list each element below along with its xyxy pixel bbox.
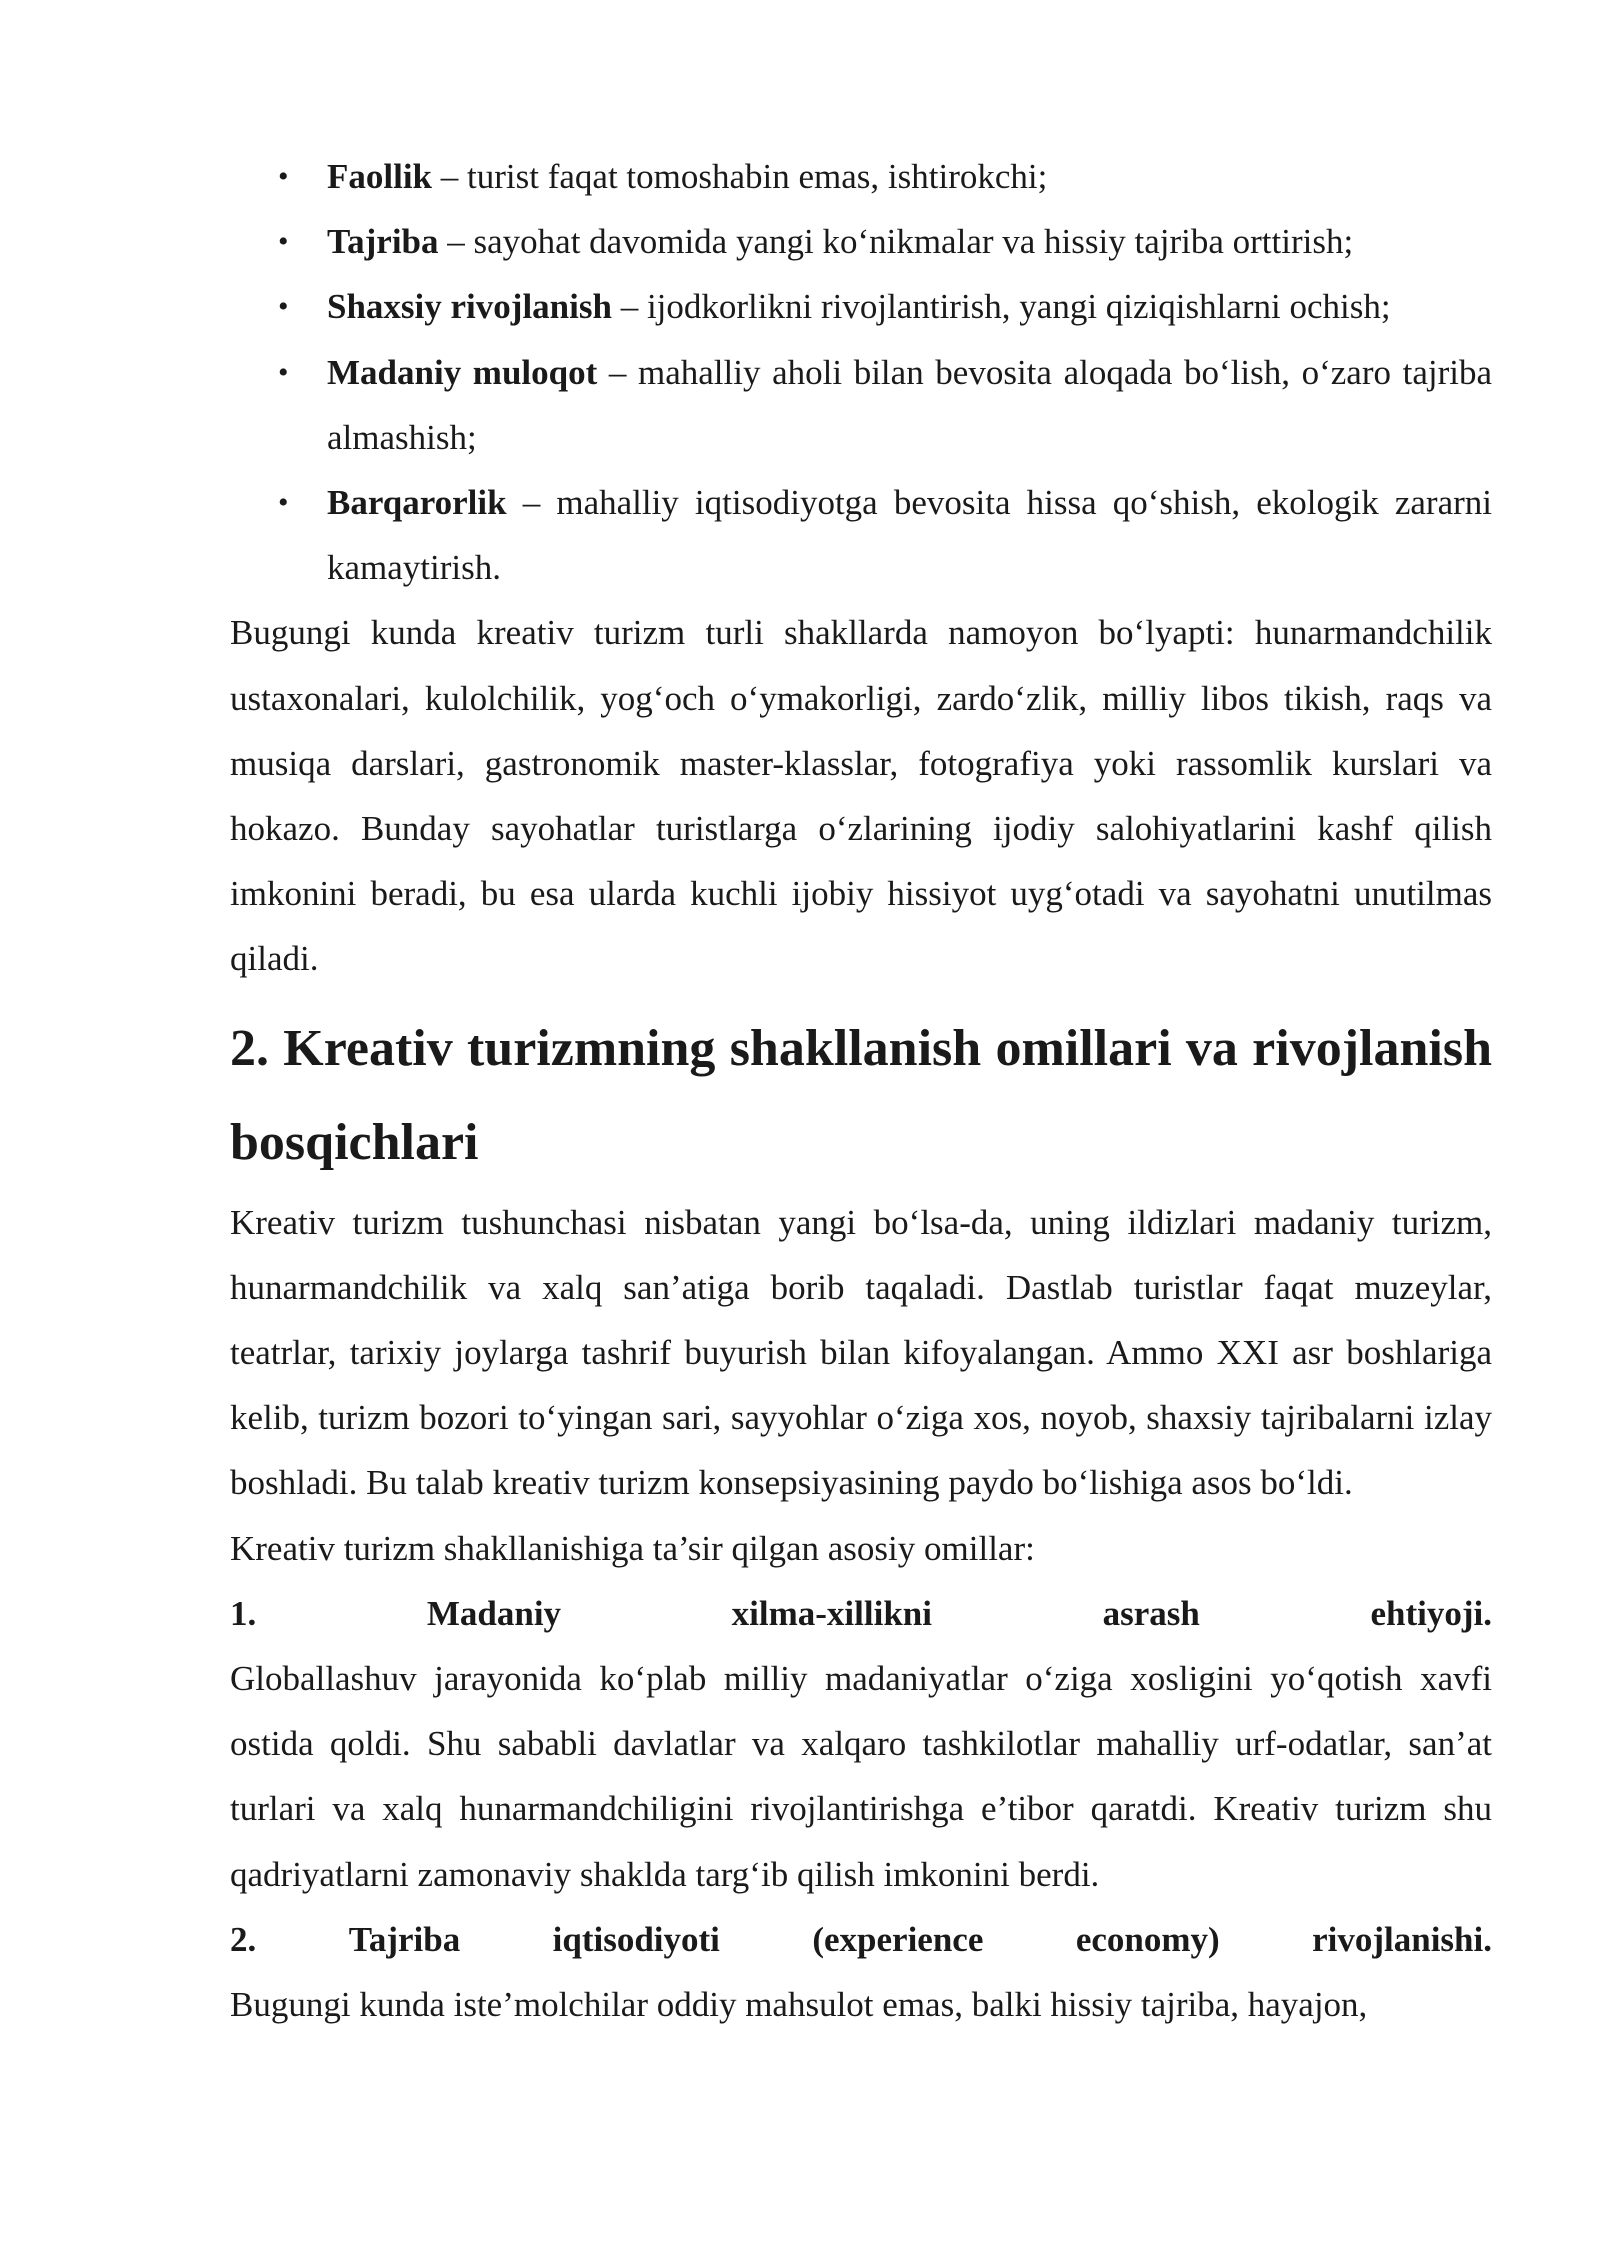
factor-2-heading-word: iqtisodiyoti bbox=[552, 1919, 720, 1959]
factor-1-heading bbox=[230, 1581, 1492, 1646]
document-page bbox=[230, 144, 1492, 2037]
bullet-item bbox=[278, 470, 1492, 600]
bullet-text: – turist faqat tomoshabin emas, ishtirokchi; bbox=[432, 157, 1048, 196]
bullet-item bbox=[278, 274, 1492, 339]
intro-paragraph: Bugungi kunda kreativ turizm turli shakllarda namoyon bo‘lyapti: hunarmandchilik ustaxonalari, kulolchilik, yog‘och o‘ymakorligi, zardo‘zlik, milliy libos tikish, raqs va musiqa darslari, gastronomik master-klasslar, fotografiya yoki rassomlik kurslari va hokazo. Bunday sayohatlar turistlarga o‘zlarining ijodiy salohiyatlarini kashf qilish imkonini beradi, bu esa ularda kuchli ijobiy hissiyot uyg‘otadi va sayohatni unutilmas qiladi. bbox=[230, 613, 1492, 979]
bullet-text: – mahalliy aholi bilan bevosita aloqada bo‘lish, o‘zaro tajriba almashish; bbox=[327, 352, 1492, 457]
factor-1-heading-word: 1. bbox=[230, 1593, 257, 1633]
factor-1-paragraph: Globallashuv jarayonida ko‘plab milliy madaniyatlar o‘ziga xosligini yo‘qotish xavfi ostida qoldi. Shu sababli davlatlar va xalqaro tashkilotlar mahalliy urf-odatlar, san’at turlari va xalq hunarmandchiligini rivojlantirishga e’tibor qaratdi. Kreativ turizm shu qadriyatlarni zamonaviy shaklda targ‘ib qilish imkonini berdi. bbox=[230, 1659, 1492, 1894]
bullet-icon: • bbox=[278, 225, 289, 259]
bullet-icon: • bbox=[278, 486, 289, 520]
section-heading: 2. Kreativ turizmning shakllanish omillari va rivojlanish bosqichlari bbox=[230, 1019, 1492, 1171]
feature-bullet-list bbox=[230, 144, 1492, 600]
bullet-item bbox=[278, 144, 1492, 209]
factor-2-heading-word: rivojlanishi. bbox=[1312, 1919, 1492, 1959]
bullet-icon: • bbox=[278, 355, 289, 389]
factor-2-heading bbox=[230, 1907, 1492, 1972]
history-paragraph: Kreativ turizm tushunchasi nisbatan yangi bo‘lsa-da, uning ildizlari madaniy turizm, hunarmandchilik va xalq san’atiga borib taqaladi. Dastlab turistlar faqat muzeylar, teatrlar, tarixiy joylarga tashrif buyurish bilan kifoyalangan. Ammo XXI asr boshlariga kelib, turizm bozori to‘yingan sari, sayyohlar o‘ziga xos, noyob, shaxsiy tajribalarni izlay boshladi. Bu talab kreativ turizm konsepsiyasining paydo bo‘lishiga asos bo‘ldi. bbox=[230, 1202, 1492, 1503]
factor-2-paragraph: Bugungi kunda iste’molchilar oddiy mahsulot emas, balki hissiy tajriba, hayajon, bbox=[230, 1985, 1368, 2025]
bullet-term: Shaxsiy rivojlanish bbox=[327, 287, 612, 327]
bullet-item bbox=[278, 340, 1492, 470]
bullet-item bbox=[278, 209, 1492, 274]
factor-2-heading-word: Tajriba bbox=[348, 1919, 461, 1959]
bullet-icon: • bbox=[278, 160, 289, 193]
factor-1-heading-word: asrash bbox=[1102, 1593, 1200, 1633]
bullet-term: Faollik bbox=[327, 157, 433, 196]
factor-1-heading-word: Madaniy bbox=[426, 1593, 562, 1633]
bullet-term: Barqarorlik bbox=[327, 483, 507, 523]
bullet-icon: • bbox=[278, 290, 289, 324]
bullet-text: – mahalliy iqtisodiyotga bevosita hissa qo‘shish, ekologik zararni kamaytirish. bbox=[327, 483, 1492, 588]
factor-1-heading-word: ehtiyoji. bbox=[1370, 1593, 1492, 1633]
factor-2-heading-word: (experience bbox=[812, 1919, 984, 1959]
factor-2-heading-word: economy) bbox=[1075, 1919, 1220, 1959]
bullet-term: Madaniy muloqot bbox=[327, 352, 598, 392]
factor-1-heading-word: xilma-xillikni bbox=[731, 1593, 932, 1633]
bullet-term: Tajriba bbox=[327, 222, 439, 262]
factors-intro-paragraph: Kreativ turizm shakllanishiga ta’sir qilgan asosiy omillar: bbox=[230, 1528, 1035, 1568]
bullet-text: – sayohat davomida yangi ko‘nikmalar va hissiy tajriba orttirish; bbox=[438, 222, 1354, 262]
bullet-text: – ijodkorlikni rivojlantirish, yangi qiziqishlarni ochish; bbox=[611, 287, 1391, 327]
factor-2-heading-word: 2. bbox=[230, 1919, 257, 1959]
